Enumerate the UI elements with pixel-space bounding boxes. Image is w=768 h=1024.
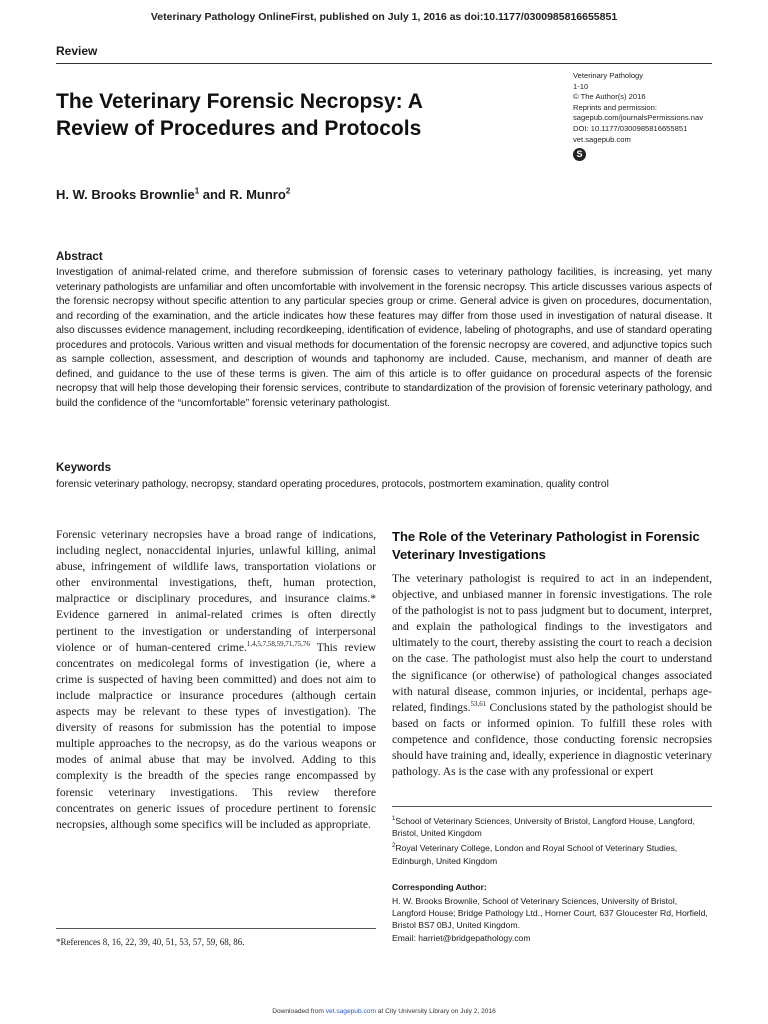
corresponding-author-heading: Corresponding Author: — [392, 882, 487, 892]
role-citation[interactable]: 53,61 — [470, 699, 487, 708]
intro-citation[interactable]: 1,4,5,7,58,59,71,75,76 — [246, 639, 310, 648]
affiliations — [392, 815, 712, 870]
corresponding-author-address: H. W. Brooks Brownlie, School of Veterinary Sciences, University of Bristol, Langford House; Bridge Pathology Ltd., Horner Court, 637 Gloucester Rd, Horfield, Bristol BS7 0BJ, United Kingdom. — [392, 896, 708, 931]
abstract-text: Investigation of animal-related crime, and therefore submission of forensic cases to veterinary pathology facilities, is increasing, yet many veterinary pathologists are unfamiliar and often uncomfortable with involvement in the forensic necropsy. This article discusses various aspects of the forensic necropsy without specific attention to any particular species group or crime. General advice is given on procedures, documentation, and recording of the examination, and the article indicates how these features may differ from those used in investigation of natural disease. It also discusses evidence management, including recordkeeping, identification of evidence, labeling of photographs, and use of standard operating procedures and protocols. Various written and visual methods for documentation of the forensic necropsy are covered, and adjunctive topics such as sample collection, assessment, and description of wounds and taphonomy are included. Cause, mechanism, and manner of death are defined, and guidance to the use of these terms is given. The aim of this article is to offer guidance on procedural aspects of the forensic necropsy that will help those developing their forensic services, contribute to standardization of the provision of forensic veterinary pathology, and build the confidence of the “uncomfortable” forensic veterinary pathologist. — [56, 267, 712, 409]
affiliation-divider — [392, 806, 712, 807]
footnote-references: *References 8, 16, 22, 39, 40, 51, 53, 57, 59, 68, 86. — [56, 937, 245, 947]
meta-copyright: © The Author(s) 2016 — [573, 92, 646, 102]
meta-journal: Veterinary Pathology — [573, 71, 644, 80]
corresponding-author-email[interactable]: Email: harriet@bridgepathology.com — [392, 932, 531, 943]
affiliation-1 — [392, 815, 712, 839]
affiliation-1-mark: 1 — [392, 816, 396, 823]
article-title: The Veterinary Forensic Necropsy: A Review of Procedures and Protocols — [56, 90, 423, 140]
download-suffix: at City University Library on July 2, 2016 — [375, 1008, 496, 1015]
author-2: R. Munro — [229, 187, 286, 202]
role-text-part-1: The veterinary pathologist is required to act in an independent, objective, and unbiased manner in forensic investigations. The role of the pathologist is not to pass judgment but to document, interpret, and explain the pathological findings to the investigators and ultimately to the court, thereby assisting the court to reach a decision on the case. The pathologist must also help the court to understand the significance (or otherwise) of pathological changes associated with natural disease, common injuries, or incidental, perhaps age-related, findings. — [392, 572, 712, 714]
meta-site-link[interactable]: vet.sagepub.com — [573, 134, 631, 144]
corresponding-author-details — [392, 895, 712, 944]
keywords-heading: Keywords — [56, 462, 111, 474]
download-prefix: Downloaded from — [272, 1008, 326, 1015]
meta-doi: DOI: 10.1177/0300985816655851 — [573, 123, 688, 133]
section-heading-role: The Role of the Veterinary Pathologist in Forensic Veterinary Investigations — [392, 529, 700, 562]
journal-meta — [573, 71, 723, 161]
intro-paragraph — [56, 527, 376, 833]
affiliation-2 — [392, 842, 712, 866]
download-notice — [0, 1008, 768, 1015]
sage-logo-icon: S — [573, 148, 586, 161]
author-1: H. W. Brooks Brownlie — [56, 187, 195, 202]
affiliation-1-text: School of Veterinary Sciences, University of Bristol, Langford House, Langford, Bristol, United Kingdom — [392, 816, 695, 839]
author-1-affiliation-mark: 1 — [194, 186, 200, 196]
journal-banner: Veterinary Pathology OnlineFirst, published on July 1, 2016 as doi:10.1177/0300985816655851 — [150, 11, 618, 23]
abstract-heading: Abstract — [56, 251, 103, 263]
header-divider — [56, 63, 712, 64]
section-label: Review — [56, 44, 98, 58]
intro-text-part-1: Forensic veterinary necropsies have a broad range of indications, including neglect, nonaccidental injuries, unlawful killing, animal abuse, infringement of wildlife laws, transportation violations or other environmental investigations, theft, human protection, malpractice or disciplinary procedures, and insurance claims.* Evidence garnered in animal-related crimes is often directly pertinent to the investigation or understanding of interpersonal violence or of human-centered crime. — [56, 528, 376, 654]
author-list — [56, 187, 290, 202]
role-paragraph — [392, 571, 712, 780]
meta-reprints: Reprints and permission: — [573, 102, 657, 112]
role-text-part-2: Conclusions stated by the pathologist should be based on facts or informed opinion. To fulfill these roles with competence and confidence, those conducting forensic necropsies should have training and, ideally, experience in diagnostic veterinary pathology. As is the case with any professional or expert — [392, 700, 712, 779]
meta-pages: 1-10 — [573, 81, 589, 91]
author-2-affiliation-mark: 2 — [285, 186, 291, 196]
intro-text-part-2: This review concentrates on medicolegal forms of investigation (ie, where a crime is suspected of having been committed) and does not aim to include malpractice or insurance procedures (although certain aspects may be relevant to these types of investigation). The diversity of reasons for submission has the potential to impose multiple approaches to the necropsy, as do the various weapons or modes of animal abuse that may be involved. Adding to this complexity is the breadth of the species range encompassed by forensic veterinary investigations. This review therefore concentrates on generic issues of procedure pertinent to forensic necropsies, although some specifics will be included as appropriate. — [56, 640, 376, 831]
download-site-link[interactable]: vet.sagepub.com — [325, 1008, 376, 1015]
footnote-divider — [56, 928, 376, 929]
author-conjunction: and — [199, 187, 230, 202]
meta-permissions-link[interactable]: sagepub.com/journalsPermissions.nav — [573, 113, 704, 123]
affiliation-2-mark: 2 — [392, 843, 396, 850]
keywords-text: forensic veterinary pathology, necropsy, standard operating procedures, protocols, postmortem examination, quality control — [56, 479, 609, 490]
affiliation-2-text: Royal Veterinary College, London and Royal School of Veterinary Studies, Edinburgh, United Kingdom — [392, 843, 678, 866]
